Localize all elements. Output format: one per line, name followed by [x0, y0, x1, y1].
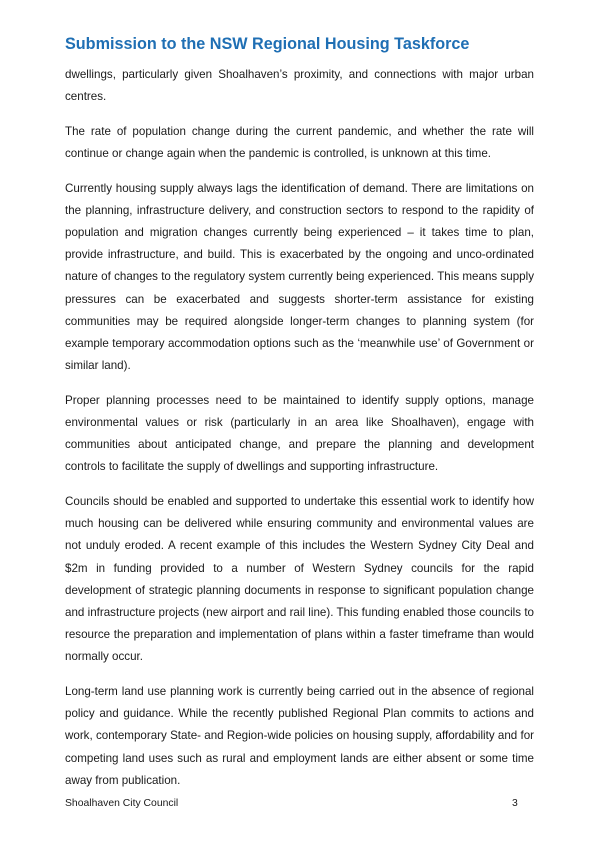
- paragraph: Councils should be enabled and supported to undertake this essential work to identify how much housing can be delivered while ensuring community and environmental values are not unduly eroded. A recent example of this includes the Western Sydney City Deal and $2m in funding provided to a number of Western Sydney councils for the rapid development of strategic planning documents in response to significant population change and infrastructure projects (new airport and rail line). This funding enabled those councils to resource the preparation and implementation of plans within a faster timeframe than would normally occur.: [65, 495, 534, 664]
- footer-organization: Shoalhaven City Council: [65, 798, 179, 809]
- paragraph: Proper planning processes need to be maintained to identify supply options, manage environmental values or risk (particularly in an area like Shoalhaven), engage with communities about anticipated change, and prepare the planning and development controls to facilitate the supply of dwellings and supporting infrastructure.: [65, 393, 534, 474]
- paragraph: Currently housing supply always lags the identification of demand. There are limitations on the planning, infrastructure delivery, and construction sectors to respond to the rapidity of population and migration changes currently being experienced – it takes time to plan, provide infrastructure, and build. This is exacerbated by the ongoing and unco-ordinated nature of changes to the regulatory system currently being experienced. This means supply pressures can be exacerbated and suggests shorter-term assistance for existing communities may be required alongside longer-term changes to planning system (for example temporary accommodation options such as the ‘meanwhile use’ of Government or similar land).: [65, 181, 534, 373]
- document-body: [65, 64, 534, 804]
- footer-page-number: 3: [512, 798, 518, 809]
- paragraph: Long-term land use planning work is currently being carried out in the absence of regional policy and guidance. While the recently published Regional Plan commits to actions and work, contemporary State- and Region-wide policies on housing supply, affordability and for competing land uses such as rural and employment lands are either absent or some time away from publication.: [65, 685, 534, 787]
- paragraph: dwellings, particularly given Shoalhaven’s proximity, and connections with major urban centres.: [65, 68, 534, 104]
- paragraph: The rate of population change during the current pandemic, and whether the rate will continue or change again when the pandemic is controlled, is unknown at this time.: [65, 124, 534, 160]
- document-title: Submission to the NSW Regional Housing Taskforce: [65, 35, 470, 53]
